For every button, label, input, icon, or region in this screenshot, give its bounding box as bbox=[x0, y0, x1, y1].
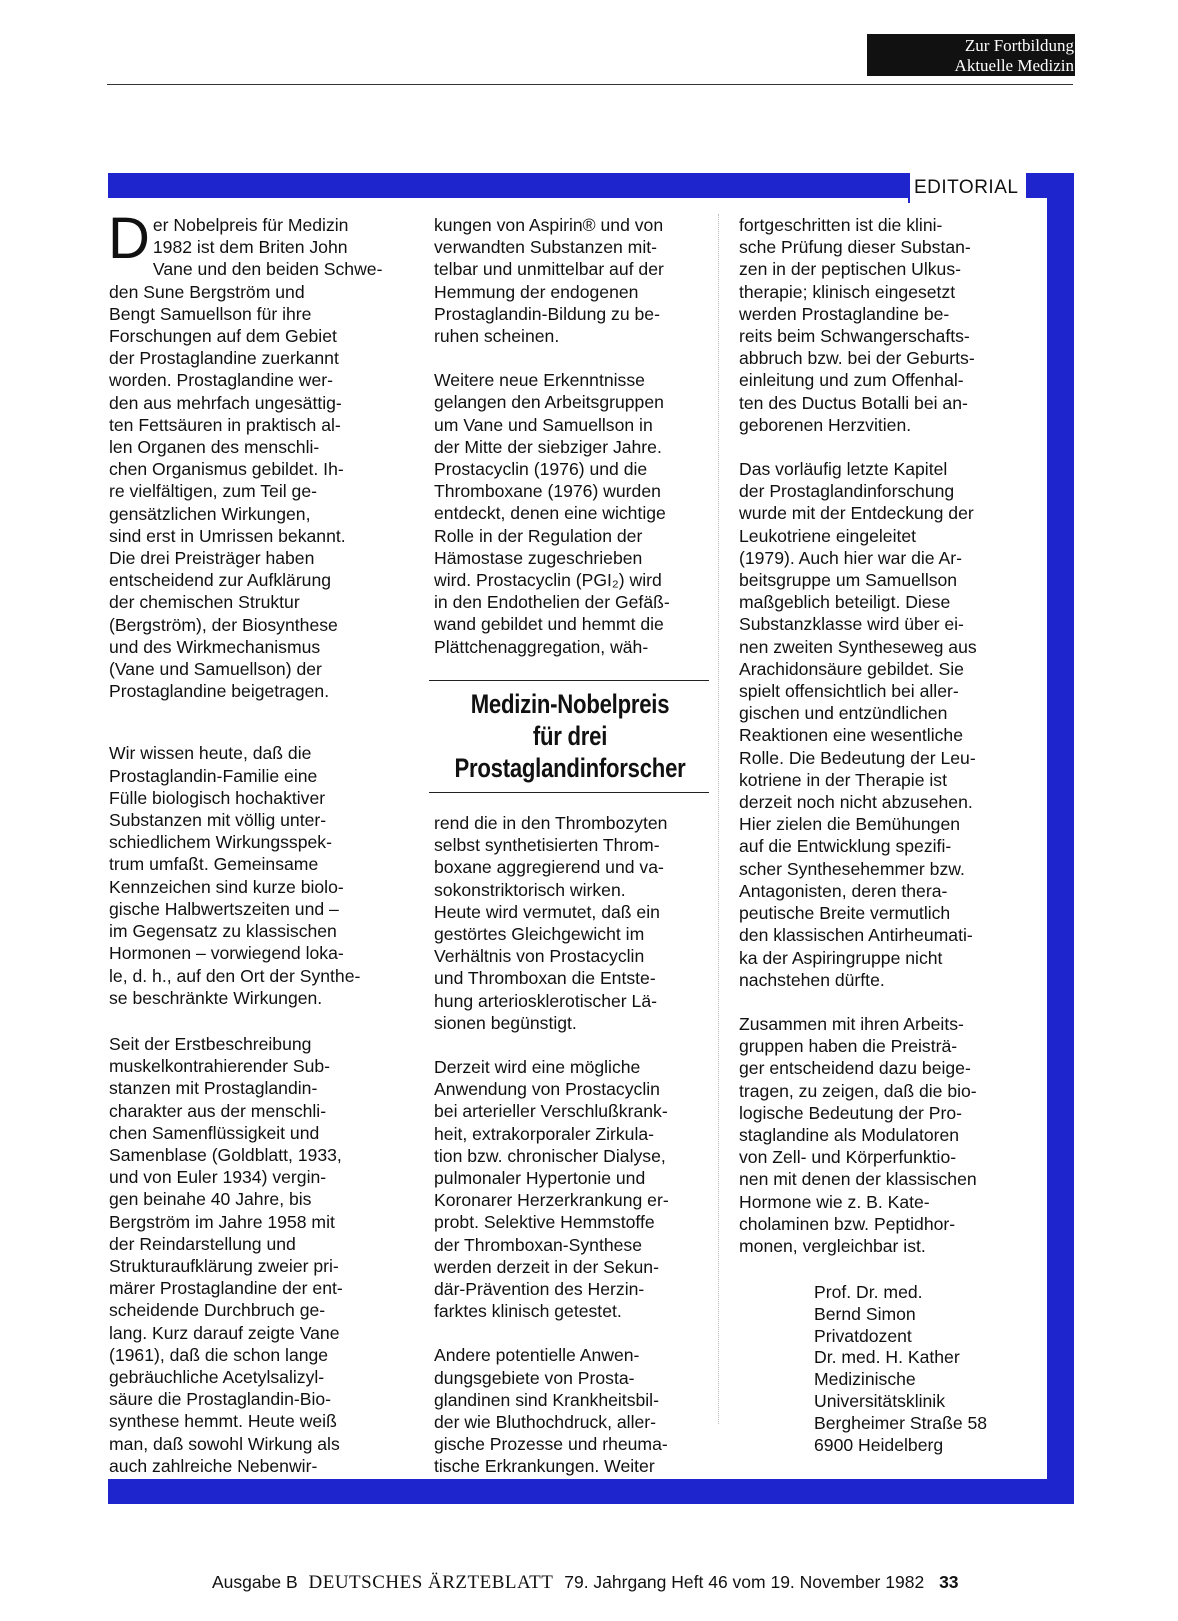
paragraph: fortgeschritten ist die klini- sche Prüfung dieser Substan- zen in der peptischen Ulkus- therapie; klinisch eingesetzt werden Prostaglandine be- reits beim Schwangerschafts- abbruch bzw. bei der Geburts- einleitung und zum Offenhal- ten des Ductus Botalli bei an- geborenen Herzvitien. bbox=[739, 215, 975, 435]
paragraph: Wir wissen heute, daß die Prostaglandin-Familie eine Fülle biologisch hochaktiver Substanzen mit völlig unter- schiedlichem Wirkungsspek- trum umfaßt. Gemeinsame Kennzeichen sind kurze biolo- gische Halbwertszeiten und – im Gegensatz zu klassischen Hormonen – vorwiegend loka- le, d. h., auf den Ort der Synthe- se beschränkte Wirkungen. bbox=[109, 743, 361, 1008]
headline-rule-bottom bbox=[429, 792, 709, 793]
section-label-line2: Aktuelle Medizin bbox=[954, 56, 1074, 75]
paragraph: Seit der Erstbeschreibung muskelkontrahierender Sub- stanzen mit Prostaglandin- charakter aus der menschli- chen Samenflüssigkeit und Samenblase (Goldblatt, 1933, und von Euler 1934) vergin- gen beinahe 40 Jahre, bis Bergström im Jahre 1958 mit der Reindarstellung und Strukturaufklärung zweier pri- märer Prostaglandine der ent- scheidende Durchbruch ge- lang. Kurz darauf zeigte Vane (1961), daß die schon lange gebräuchliche Acetylsalizyl- säure die Prostaglandin-Bio- synthese hemmt. Heute weiß man, daß sowohl Wirkung als auch zahlreiche Nebenwir- bbox=[109, 1033, 343, 1476]
article-column-2-bottom bbox=[434, 812, 724, 1500]
footer-journal: DEUTSCHES ÄRZTEBLATT bbox=[308, 1572, 554, 1593]
signature-line: Medizinische bbox=[814, 1369, 916, 1390]
paragraph-text: er Nobelpreis für Medizin 1982 ist dem Briten John Vane und den beiden Schwe- den Sune Bergström und Bengt Samuellson für ihre Forschungen auf dem Gebiet der Prostaglandine zuerkannt worden. Prostaglandine wer- den aus mehrfach ungesättig- ten Fettsäuren in praktisch al- len Organen des menschli- chen Organismus gebildet. Ih- re vielfältigen, zum Teil ge- gensätzlichen Wirkungen, sind erst in Umrissen bekannt. Die drei Preisträger haben entscheidend zur Aufklärung der chemischen Struktur (Bergström), der Biosynthese und des Wirkmechanismus (Vane und Samuellson) der Prostaglandine beigetragen. bbox=[109, 215, 383, 702]
signature-line: 6900 Heidelberg bbox=[814, 1434, 944, 1455]
headline-rule-top bbox=[429, 680, 709, 681]
signature-line: Bergheimer Straße 58 bbox=[814, 1412, 988, 1433]
footer-issue: 79. Jahrgang Heft 46 vom 19. November 1982 bbox=[564, 1572, 925, 1592]
editorial-label: EDITORIAL bbox=[908, 173, 1026, 203]
page-number: 33 bbox=[939, 1572, 959, 1592]
section-label bbox=[867, 34, 1075, 76]
signature-line: Prof. Dr. med. bbox=[814, 1282, 923, 1302]
paragraph: Das vorläufig letzte Kapitel der Prostaglandinforschung wurde mit der Entdeckung der Leukotriene eingeleitet (1979). Auch hier war die Ar- beitsgruppe um Samuellson maßgeblich beteiligt. Diese Substanzklasse wird über ei- nen zweiten Syntheseweg aus Arachidonsäure gebildet. Sie spielt offensichtlich bei aller- gischen und entzündlichen Reaktionen eine wesentliche Rolle. Die Bedeutung der Leu- kotriene in der Therapie ist derzeit noch nicht abzusehen. Hier zielen die Bemühungen auf die Entwicklung spezifi- scher Synthesehemmer bzw. Antagonisten, deren thera- peutische Breite vermutlich den klassischen Antirheumati- ka der Aspiringruppe nicht nachstehen dürfte. bbox=[739, 459, 977, 990]
paragraph: Andere potentielle Anwen- dungsgebiete von Prosta- glandinen sind Krankheitsbil- der wie Bluthochdruck, aller- gische Prozesse und rheuma- tische Erkrankungen. Weiter bbox=[434, 1345, 668, 1477]
dropcap: D bbox=[108, 206, 150, 271]
article-column-3 bbox=[739, 214, 1039, 1279]
paragraph: Derzeit wird eine mögliche Anwendung von Prostacyclin bei arterieller Verschlußkrank- heit, extrakorporaler Zirkula- tion bzw. chronischer Dialyse, pulmonaler Hypertonie und Koronarer Herzerkrankung er- probt. Selektive Hemmstoffe der Thromboxan-Synthese werden derzeit in der Sekun- där-Prävention des Herzin- farktes klinisch getestet. bbox=[434, 1057, 669, 1322]
signature-line: Universitätsklinik bbox=[814, 1390, 946, 1411]
section-label-line1: Zur Fortbildung bbox=[964, 36, 1074, 55]
paragraph: kungen von Aspirin® und von verwandten Substanzen mit- telbar und unmittelbar auf der Hemmung der endogenen Prostaglandin-Bildung zu be- ruhen scheinen. bbox=[434, 215, 664, 347]
paragraph: Weitere neue Erkenntnisse gelangen den Arbeitsgruppen um Vane und Samuellson in der Mitte der siebziger Jahre. Prostacyclin (1976) und die Thromboxane (1976) wurden entdeckt, denen eine wichtige Rolle in der Regulation der Hämostase zugeschrieben wird. Prostacyclin (PGI₂) wird in den Endothelien der Gefäß- wand gebildet und hemmt die Plättchenaggregation, wäh- bbox=[434, 370, 670, 657]
column-separator bbox=[718, 214, 719, 1424]
signature-line: Bernd Simon bbox=[814, 1303, 916, 1324]
article-headline bbox=[454, 688, 685, 784]
article-column-1 bbox=[108, 206, 399, 1499]
signature-line: Dr. med. H. Kather bbox=[814, 1347, 960, 1368]
paragraph: Zusammen mit ihren Arbeits- gruppen haben die Preisträ- ger entscheidend dazu beige- tragen, zu zeigen, daß die bio- logische Bedeutung der Pro- staglandine als Modulatoren von Zell- und Körperfunktio- nen mit denen der klassischen Hormone wie z. B. Kate- cholaminen bzw. Peptidhor- monen, vergleichbar ist. bbox=[739, 1013, 977, 1256]
header-rule bbox=[107, 84, 1073, 85]
page-footer bbox=[212, 1572, 959, 1594]
headline-line: für drei bbox=[532, 721, 608, 751]
author-signature bbox=[814, 1282, 987, 1456]
headline-line: Medizin-Nobelpreis bbox=[470, 689, 670, 719]
blue-band-right bbox=[1047, 173, 1074, 1491]
paragraph bbox=[108, 206, 399, 702]
footer-edition: Ausgabe B bbox=[212, 1572, 298, 1592]
headline-line: Prostaglandinforscher bbox=[454, 753, 686, 783]
article-column-2-top bbox=[434, 214, 724, 680]
signature-line: Privatdozent bbox=[814, 1325, 912, 1346]
paragraph: rend die in den Thrombozyten selbst synthetisierten Throm- boxane aggregierend und va- sokonstriktorisch wirken. Heute wird vermutet, daß ein gestörtes Gleichgewicht im Verhältnis von Prostacyclin und Thromboxan die Entste- hung arteriosklerotischer Lä- sionen begünstigt. bbox=[434, 813, 668, 1033]
